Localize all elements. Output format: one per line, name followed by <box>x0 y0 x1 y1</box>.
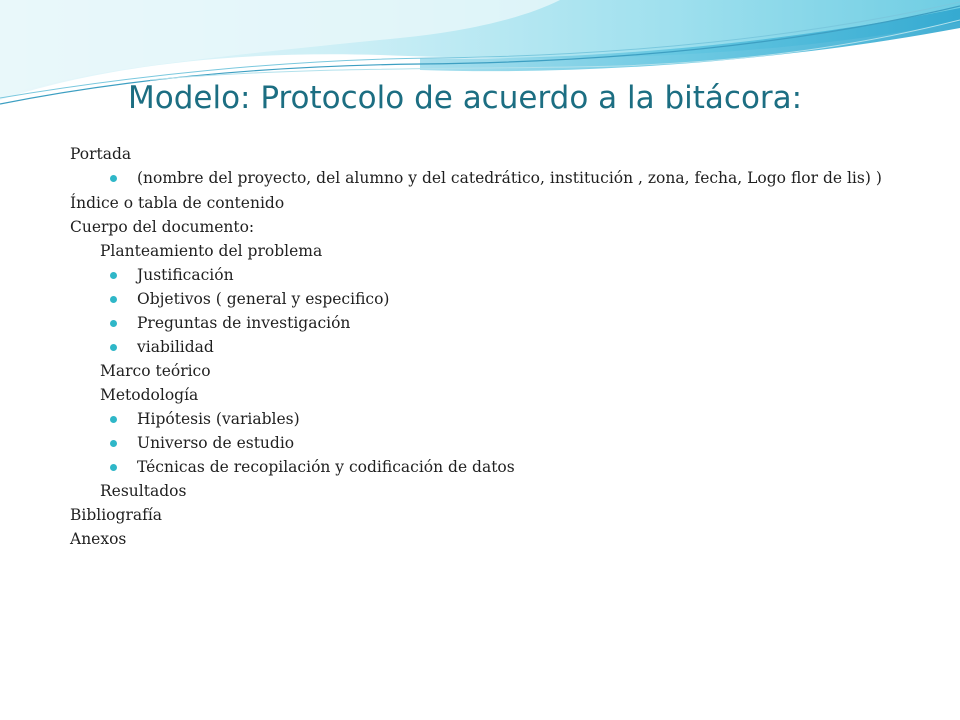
bullet-icon <box>110 440 117 447</box>
list-item <box>70 263 910 287</box>
bullet-icon <box>110 344 117 351</box>
list-item: Planteamiento del problema <box>100 242 323 260</box>
list-item-text: Preguntas de investigación <box>137 314 351 332</box>
wave-header-decoration <box>0 0 960 140</box>
list-item: Índice o tabla de contenido <box>70 194 285 212</box>
list-item: Metodología <box>100 386 199 404</box>
bullet-icon <box>110 296 117 303</box>
bullet-icon <box>110 272 117 279</box>
list-item <box>70 311 910 335</box>
list-item: Cuerpo del documento: <box>70 218 255 236</box>
list-item <box>70 166 907 191</box>
list-item <box>70 407 910 431</box>
list-item <box>70 287 910 311</box>
list-item-text: Universo de estudio <box>137 434 295 452</box>
list-item-text: Hipótesis (variables) <box>137 410 300 428</box>
list-item: Bibliografía <box>70 506 163 524</box>
list-item-text: viabilidad <box>137 338 214 356</box>
outline-list <box>70 142 910 551</box>
list-item: Marco teórico <box>100 362 211 380</box>
list-item-text: (nombre del proyecto, del alumno y del catedrático, institución , zona, fecha, Logo flor de lis) ) <box>137 169 882 187</box>
list-item <box>70 335 910 359</box>
list-item: Resultados <box>100 482 187 500</box>
list-item: Anexos <box>70 530 127 548</box>
list-item <box>70 431 910 455</box>
list-item <box>70 455 910 479</box>
list-item-text: Justificación <box>137 266 234 284</box>
slide-title: Modelo: Protocolo de acuerdo a la bitácora: <box>128 80 803 116</box>
bullet-icon <box>110 464 117 471</box>
bullet-icon <box>110 175 117 182</box>
bullet-icon <box>110 416 117 423</box>
bullet-icon <box>110 320 117 327</box>
list-item-text: Técnicas de recopilación y codificación de datos <box>137 458 515 476</box>
list-item: Portada <box>70 145 132 163</box>
list-item-text: Objetivos ( general y especifico) <box>137 290 390 308</box>
